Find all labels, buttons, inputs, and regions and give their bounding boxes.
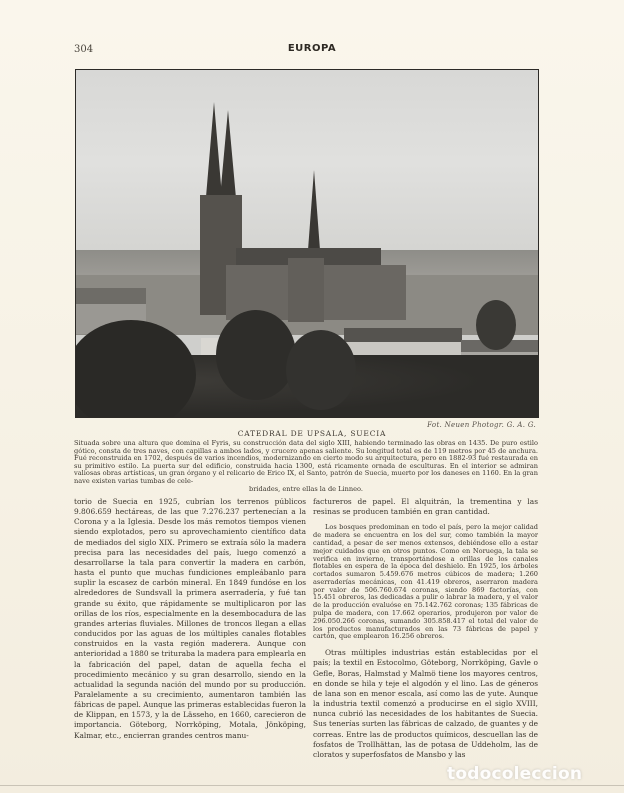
figure-title: CATEDRAL DE UPSALA, SUECIA (237, 429, 387, 438)
left-building-roof (76, 288, 146, 304)
tree-cluster (476, 300, 516, 350)
crossing-spire (308, 170, 320, 250)
right-paragraph-2: Los bosques predominan en todo el país, pero la mejor calidad de madera se encuentra en los del sur, como también la mayor cantidad, a pesar de ser menos extensos, debiéndose ello a estar mejor cuidados que en otros puntos. Como en Noruega, la tala se verifica en invierno, transportándose a orillas de los canales flotables en espera de la época del deshielo. En 1925, los árboles cortados sumaron 5.459.676 metros cúbicos de madera; 1.260 aserraderías mecánicas, con 41.419 obreros, aserraron madera por valor de 506.760.674 coronas, siendo 869 factorías, con 15.451 obreros, las dedicadas a pulir o labrar la madera, y el valor de la producción evaluóse en 75.142.762 coronas; 135 fábricas de pulpa de madera, con 17.662 operarios, produjeron por valor de 296.050.266 coronas, sumando 305.858.417 el total del valor de los productos manufacturados en las 73 fábricas de papel y cartón, que emplearon 16.256 obreros. (313, 523, 538, 641)
left-column (74, 497, 306, 741)
right-column (313, 497, 538, 760)
page-bottom-rule (0, 785, 624, 786)
figure-caption (74, 440, 538, 493)
cathedral-photograph (75, 69, 539, 418)
watermark-logo: todocoleccion (447, 764, 583, 784)
right-paragraph-1: factureros de papel. El alquitrán, la trementina y las resinas se producen también en gran cantidad. (313, 497, 538, 517)
transept (288, 258, 324, 322)
west-spire-right (220, 110, 236, 198)
right-house-roof (344, 328, 462, 342)
running-head: EUROPA (287, 43, 337, 54)
tree-cluster (216, 310, 296, 400)
photo-credit: Fot. Neuen Photogr. G. A. G. (427, 421, 536, 429)
right-paragraph-3: Otras múltiples industrias están establecidas por el país; la textil en Estocolmo, Göteborg, Norrköping, Gavle o Gefle, Boras, Halmstad y Malmö tiene los mayores centros, en donde se hila y teje el algodón y el lino. Las de géneros de lana son en menor escala, así como las de yute. Aunque la industria textil comenzó a producirse en el siglo XVIII, nunca cubrió las necesidades de los habitantes de Suecia. Sus tenerías surten las fábricas de calzado, de guantes y de correas. Entre las de productos químicos, descuellan las de fosfatos de Trollhättan, las de potasa de Uddeholm, las de cloratos y superfosfatos de Mansbo y las (313, 648, 538, 759)
caption-last-line: bridades, entre ellas la de Linneo. (249, 484, 363, 493)
tree-cluster (286, 330, 356, 410)
left-column-text: torio de Suecia en 1925, cubrían los terrenos públicos 9.806.659 hectáreas, de las que 7.276.237 pertenecían a la Corona y a la Iglesia. Desde los más remotos tiempos vienen siendo explotados, pero su aprovechamiento científico data de mediados del siglo XIX. Primero se extraía sólo la madera precisa para las necesidades del país, luego comenzó a desarrollarse la tala para convertir la madera en carbón, hasta el punto que muchas fundiciones empleábanlo para suplir la escasez de carbón mineral. En 1849 fundóse en los alrededores de Sundsvall la primera aserradería, y fué tan grande su éxito, que rápidamente se multiplicaron por las orillas de los ríos, especialmente en la desembocadura de las grandes arterias fluviales. Millones de troncos llegan a ellas conducidos por las aguas de los múltiples canales flotables construidos en la vasta región maderera. Aunque con anterioridad a 1880 se trituraba la madera para emplearla en la fabricación del papel, datan de aquella fecha el procedimiento mecánico y su gran desarrollo, siendo en la actualidad la segunda nación del mundo por su producción. Paralelamente a su crecimiento, aumentaron también las fábricas de papel. Aunque las primeras establecidas fueron la de Klippan, en 1573, y la de Lässeho, en 1660, carecieron de importancia. Göteborg, Norrköping, Motala, Jönköping, Kalmar, etc., encierran grandes centros manu- (74, 497, 306, 740)
page-number: 304 (74, 44, 94, 55)
caption-text: Situada sobre una altura que domina el Fyris, su construcción data del siglo XIII, habiendo terminado las obras en 1435. De puro estilo gótico, consta de tres naves, con capillas a ambos lados, y crucero apenas saliente. Su longitud total es de 119 metros por 45 de anchura. Fué reconstruida en 1702, después de varios incendios, modernizando en cierto modo su arquitectura, pero en 1882-93 fué restaurada en su primitivo estilo. La puerta sur del edificio, construida hacia 1300, está ricamente ornada de esculturas. En el interior se admiran valiosas obras artísticas, un gran órgano y el relicario de Erico IX, el Santo, patrón de Suecia, muerto por los daneses en 1160. En la gran nave existen varias tumbas de cele- (74, 439, 538, 485)
